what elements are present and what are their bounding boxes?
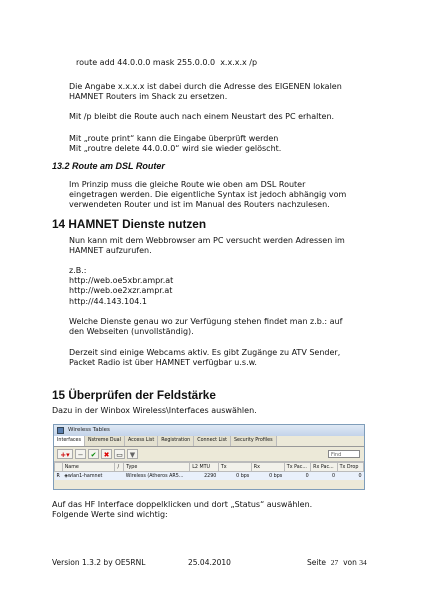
remove-icon[interactable]: − [75,449,86,459]
table-header-row [55,463,364,472]
disable-icon[interactable]: ✖ [101,449,112,459]
column-header[interactable]: Tx Pac... [284,463,310,472]
cell-tx-drop: 0 [337,472,363,481]
paragraph-winbox: Dazu in der Winbox Wireless\Interfaces auswählen. [52,406,257,415]
column-header[interactable]: Tx Drop [337,463,363,472]
column-header[interactable]: Rx Pac... [311,463,337,472]
cell-tx: 0 bps [218,472,251,481]
column-header[interactable]: Name [62,463,115,472]
cell-type: Wireless (Atheros AR5... [124,472,190,481]
cell-flag: R [55,472,63,481]
tab-nstreme-dual[interactable]: Nstreme Dual [85,436,125,446]
url-link[interactable]: http://web.oe2xzr.ampr.at [69,286,173,296]
column-header[interactable]: Rx [251,463,284,472]
cell-rx-packets: 0 [311,472,337,481]
tab-bar [54,436,364,447]
paragraph-services: Welche Dienste genau wo zur Verfügung stehen findet man z.b.: auf den Webseiten (unvollständig). [69,317,343,337]
window-title: Wireless Tables [68,427,110,433]
paragraph-webcams: Derzeit sind einige Webcams aktiv. Es gibt Zugänge zu ATV Sender, Packet Radio ist über HAMNET verfügbar u.s.w. [69,348,341,368]
cell-tx-packets: 0 [284,472,310,481]
tab-security-profiles[interactable]: Security Profiles [231,436,277,446]
window-titlebar[interactable] [54,425,364,436]
cell-slash [115,472,124,481]
paragraph-router-address: Die Angabe x.x.x.x ist dabei durch die Adresse des EIGENEN lokalen HAMNET Routers im Shack zu ersetzen. [69,82,342,102]
footer-page: Seite 27 von 34 [307,558,367,567]
url-link[interactable]: http://44.143.104.1 [69,296,147,306]
column-header[interactable] [55,463,63,472]
paragraph-persistent-route: Mit /p bleibt die Route auch nach einem Neustart des PC erhalten. [69,112,335,121]
tab-connect-list[interactable]: Connect List [194,436,231,446]
cell-l2mtu: 2290 [190,472,219,481]
enable-icon[interactable]: ✔ [88,449,99,459]
section-15-heading: 15 Überprüfen der Feldstärke [52,388,216,402]
cell-rx: 0 bps [251,472,284,481]
winbox-wireless-tables-window [53,424,365,490]
toolbar [54,447,364,462]
section-14-heading: 14 HAMNET Dienste nutzen [52,217,207,231]
paragraph-dsl-router: Im Prinzip muss die gleiche Route wie oben am DSL Router eingetragen werden. Die eigentliche Syntax ist jedoch abhängig vom verwendeten Router und ist im Manual des Routers nachzulesen. [69,180,347,210]
column-header[interactable]: L2 MTU [190,463,219,472]
column-header[interactable]: Type [124,463,190,472]
footer-version: Version 1.3.2 by OE5RNL [52,558,146,567]
route-command: route add 44.0.0.0 mask 255.0.0.0 x.x.x.x /p [76,58,258,67]
add-icon[interactable]: +▾ [57,449,73,459]
tab-access-list[interactable]: Access List [125,436,158,446]
section-13-2-heading: 13.2 Route am DSL Router [52,161,165,171]
table-row[interactable] [55,472,364,481]
cell-name: ◈wlan1-hamnet [62,472,115,481]
tab-interfaces[interactable]: Interfaces [54,436,85,446]
column-header[interactable]: / [115,463,124,472]
filter-icon[interactable]: ▼ [127,449,138,459]
tab-registration[interactable]: Registration [158,436,194,446]
interfaces-table [54,462,364,480]
footer-date: 25.04.2010 [188,558,231,567]
example-urls: z.B.: http://web.oe5xbr.ampr.at http://web.oe2xzr.ampr.at http://44.143.104.1 [69,266,174,306]
column-header[interactable]: Tx [218,463,251,472]
url-link[interactable]: http://web.oe5xbr.ampr.at [69,276,174,286]
paragraph-webbrowser: Nun kann mit dem Webbrowser am PC versucht werden Adressen im HAMNET aufzurufen. [69,236,345,256]
paragraph-route-print: Mit „route print“ kann die Eingabe überprüft werden Mit „routre delete 44.0.0.0“ wird sie wieder gelöscht. [69,134,282,154]
find-input[interactable]: Find [328,450,360,458]
paragraph-hf-interface: Auf das HF Interface doppelklicken und dort „Status“ auswählen. Folgende Werte sind wichtig: [52,500,313,520]
winbox-icon [57,427,64,434]
comment-icon[interactable]: ▭ [114,449,125,459]
